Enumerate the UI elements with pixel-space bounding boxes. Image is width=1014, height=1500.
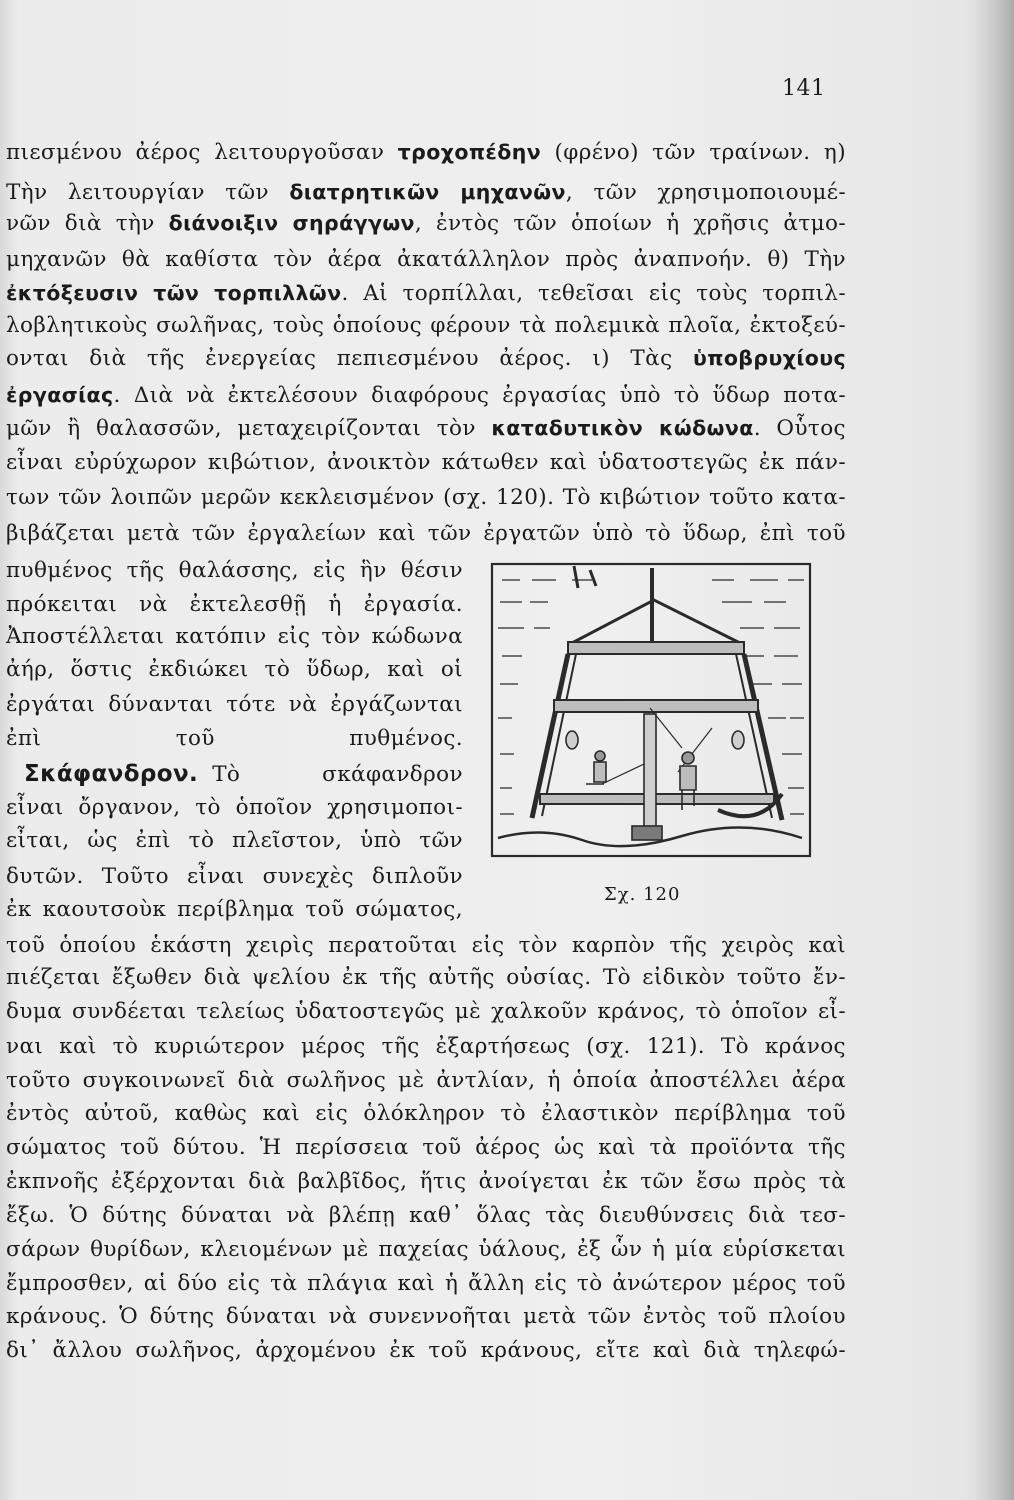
text-line: ἐργασίας. Διὰ νὰ ἐκτελέσουν διαφόρους ἐργασίας ὑπὸ τὸ ὕδωρ ποτα- xyxy=(6,383,846,408)
page-edge-shadow xyxy=(974,0,1014,1500)
text-line: ἐκ καουτσοὺκ περίβλημα τοῦ σώματος, xyxy=(6,897,463,922)
text-line: τοῦτο συγκοινωνεῖ διὰ σωλῆνος μὲ ἀντλίαν, ἡ ὁποία ἀποστέλλει ἀέρα xyxy=(6,1068,846,1093)
text-line: δυμα συνδέεται τελείως ὑδατοστεγῶς μὲ χαλκοῦν κράνος, τὸ ὁποῖον εἶ- xyxy=(6,999,846,1024)
figure-caption: Σχ. 120 xyxy=(604,884,681,905)
text-line: ἐκτόξευσιν τῶν τορπιλλῶν. Αἱ τορπίλλαι, τεθεῖσαι εἰς τοὺς τορπιλ- xyxy=(6,281,846,306)
text-line: ναι καὶ τὸ κυριώτερον μέρος τῆς ἐξαρτήσεως (σχ. 121). Τὸ κράνος xyxy=(6,1034,846,1059)
text-line: πρόκειται νὰ ἐκτελεσθῇ ἡ ἐργασία. xyxy=(6,592,463,617)
text-line: ονται διὰ τῆς ἐνεργείας πεπιεσμένου ἀέρος. ι) Τὰς ὑποβρυχίους xyxy=(6,346,846,371)
text-line: μῶν ἢ θαλασσῶν, μεταχειρίζονται τὸν καταδυτικὸν κώδωνα. Οὗτος xyxy=(6,416,846,441)
text-line: δι᾽ ἄλλου σωλῆνος, ἀρχομένου ἐκ τοῦ κράνους, εἴτε καὶ διὰ τηλεφώ- xyxy=(6,1338,846,1363)
text-line: Ἀποστέλλεται κατόπιν εἰς τὸν κώδωνα xyxy=(6,624,463,649)
text-line: ἐργάται δύνανται τότε νὰ ἐργάζωνται xyxy=(6,692,463,717)
text-line: ἀήρ, ὅστις ἐκδιώκει τὸ ὕδωρ, καὶ οἱ xyxy=(6,657,463,682)
text-line: δυτῶν. Τοῦτο εἶναι συνεχὲς διπλοῦν xyxy=(6,864,463,889)
text-line: κράνους. Ὁ δύτης δύναται νὰ συνεννοῆται μετὰ τῶν ἐντὸς τοῦ πλοίου xyxy=(6,1304,846,1329)
text-line: πιεσμένου ἀέρος λειτουργοῦσαν τροχοπέδην (φρένο) τῶν τραίνων. η) xyxy=(6,140,846,165)
text-line: εἶται, ὡς ἐπὶ τὸ πλεῖστον, ὑπὸ τῶν xyxy=(6,828,463,853)
text-line: σώματος τοῦ δύτου. Ἡ περίσσεια τοῦ ἀέρος ὡς καὶ τὰ προϊόντα τῆς xyxy=(6,1135,846,1160)
text-line: πυθμένος τῆς θαλάσσης, εἰς ἣν θέσιν xyxy=(6,558,463,583)
text-line: ἔμπροσθεν, αἱ δύο εἰς τὰ πλάγια καὶ ἡ ἄλλη εἰς τὸ ἀνώτερον μέρος τοῦ xyxy=(6,1271,846,1296)
diving-bell-illustration xyxy=(482,558,818,864)
text-line: νῶν διὰ τὴν διάνοιξιν σηράγγων, ἐντὸς τῶν ὁποίων ἡ χρῆσις ἀτμο- xyxy=(6,211,846,236)
text-line: ἔξω. Ὁ δύτης δύναται νὰ βλέπῃ καθ᾽ ὅλας τὰς διευθύνσεις διὰ τεσ- xyxy=(6,1203,846,1228)
text-line: σάρων θυρίδων, κλειομένων μὲ παχείας ὑάλους, ἐξ ὧν ἡ μία εὑρίσκεται xyxy=(6,1237,846,1262)
text-line: ἐντὸς αὐτοῦ, καθὼς καὶ εἰς ὁλόκληρον τὸ ἐλαστικὸν περίβλημα τοῦ xyxy=(6,1101,846,1126)
text-line: των τῶν λοιπῶν μερῶν κεκλεισμένον (σχ. 120). Τὸ κιβώτιον τοῦτο κατα- xyxy=(6,485,846,510)
text-line: μηχανῶν θὰ καθίστα τὸν ἀέρα ἀκατάλληλον πρὸς ἀναπνοήν. θ) Τὴν xyxy=(6,247,846,272)
text-line: λοβλητικοὺς σωλῆνας, τοὺς ὁποίους φέρουν τὰ πολεμικὰ πλοῖα, ἐκτοξεύ- xyxy=(6,313,846,338)
text-line: ἐκπνοῆς ἐξέρχονται διὰ βαλβῖδος, ἥτις ἀνοίγεται ἐκ τῶν ἔσω πρὸς τὰ xyxy=(6,1169,846,1194)
section-heading: Σκάφανδρον. xyxy=(24,761,199,787)
text-line: εἶναι ὄργανον, τὸ ὁποῖον χρησιμοποι- xyxy=(6,795,463,820)
text-line: εἶναι εὐρύχωρον κιβώτιον, ἀνοικτὸν κάτωθεν καὶ ὑδατοστεγῶς ἐκ πάν- xyxy=(6,450,846,475)
text-line: τοῦ ὁποίου ἑκάστη χειρὶς περατοῦται εἰς τὸν καρπὸν τῆς χειρὸς καὶ xyxy=(6,933,846,958)
text-line: Τὴν λειτουργίαν τῶν διατρητικῶν μηχανῶν, τῶν χρησιμοποιουμέ- xyxy=(6,180,847,205)
text-line: πιέζεται ἔξωθεν διὰ ψελίου ἐκ τῆς αὐτῆς οὐσίας. Τὸ εἰδικὸν τοῦτο ἔν- xyxy=(6,965,846,990)
section-heading-line: Σκάφανδρον. Τὸ σκάφανδρον xyxy=(24,761,463,787)
text-line: βιβάζεται μετὰ τῶν ἐργαλείων καὶ τῶν ἐργατῶν ὑπὸ τὸ ὕδωρ, ἐπὶ τοῦ xyxy=(6,521,846,546)
text-line: ἐπὶ τοῦ πυθμένος. xyxy=(6,726,463,751)
page-number: 141 xyxy=(782,76,826,101)
